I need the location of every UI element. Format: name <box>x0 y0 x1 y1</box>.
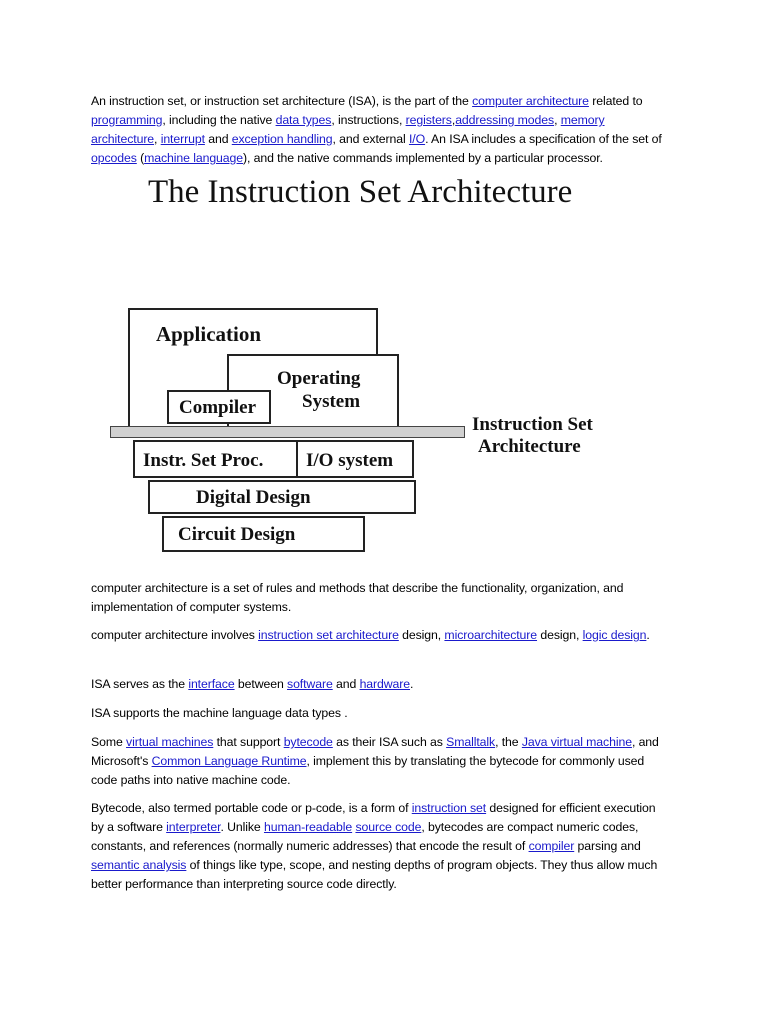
link-machine-language[interactable]: machine language <box>144 151 244 165</box>
link-microarchitecture[interactable]: microarchitecture <box>444 628 538 642</box>
text-run: parsing and <box>574 839 641 853</box>
text-run: of things like type, scope, and nesting depths of program objects. They thus allow much better performance than interpreting source code directly. <box>91 858 658 891</box>
link-registers[interactable]: registers <box>405 113 452 127</box>
text-run: . Unlike <box>220 820 264 834</box>
text-run: , the <box>495 735 522 749</box>
text-run: designed for efficient execution by a software <box>91 801 656 834</box>
paragraph-definition: computer architecture is a set of rules and methods that describe the functionality, organization, and implementation of computer systems. <box>91 581 624 614</box>
circuit-design-box <box>162 516 365 552</box>
text-run: , instructions, <box>331 113 406 127</box>
link-programming[interactable]: programming <box>91 113 163 127</box>
link-data-types[interactable]: data types <box>275 113 332 127</box>
compiler-label: Compiler <box>179 397 257 418</box>
text-run: , <box>451 113 456 127</box>
text-run: ( <box>136 151 145 165</box>
text-run: ISA serves as the <box>91 677 189 691</box>
text-run: computer architecture involves <box>91 628 259 642</box>
link-instruction-set-architecture[interactable]: instruction set architecture <box>258 628 399 642</box>
text-run: Some <box>91 735 127 749</box>
instr-set-proc-label: Instr. Set Proc. <box>143 450 264 471</box>
text-run: that support <box>213 735 284 749</box>
text-run: , implement this by translating the bytecode for commonly used code paths into native machine code. <box>91 754 645 787</box>
text-run: design, <box>398 628 445 642</box>
link-interface[interactable]: interface <box>188 677 235 691</box>
text-run: related to <box>588 94 643 108</box>
isa-figure <box>100 170 660 570</box>
io-system-box <box>296 440 414 478</box>
link-instruction-set[interactable]: instruction set <box>411 801 487 815</box>
link-computer-architecture[interactable]: computer architecture <box>472 94 589 108</box>
text-run: ), and the native commands implemented by a particular processor. <box>243 151 603 165</box>
instr-set-proc-box <box>133 440 299 478</box>
io-system-label: I/O system <box>306 450 394 471</box>
paragraph-involves <box>91 626 671 645</box>
isa-label <box>472 414 593 458</box>
link-smalltalk[interactable]: Smalltalk <box>446 735 496 749</box>
link-opcodes[interactable]: opcodes <box>91 151 137 165</box>
link-memory-architecture[interactable]: memory architecture <box>91 113 605 146</box>
paragraph-virtual-machines <box>91 733 671 790</box>
link-logic-design[interactable]: logic design <box>582 628 647 642</box>
link-exception-handling[interactable]: exception handling <box>231 132 333 146</box>
digital-design-label: Digital Design <box>196 487 311 508</box>
isa-divider-bar <box>110 426 465 438</box>
link-addressing-modes[interactable]: addressing modes <box>455 113 555 127</box>
link-source-code[interactable]: source code <box>355 820 422 834</box>
link-virtual-machines[interactable]: virtual machines <box>126 735 214 749</box>
link-common-language-runtime[interactable]: Common Language Runtime <box>151 754 307 768</box>
paragraph-interface <box>91 675 671 694</box>
operating-system-label-2: System <box>302 391 361 412</box>
link-interrupt[interactable]: interrupt <box>160 132 205 146</box>
circuit-design-label: Circuit Design <box>178 524 296 545</box>
link-interpreter[interactable]: interpreter <box>166 820 221 834</box>
paragraph-data-types: ISA supports the machine language data types . <box>91 706 348 720</box>
isa-label-line-2: Architecture <box>478 436 581 457</box>
text-run: , <box>554 113 561 127</box>
isa-label-line-1: Instruction Set <box>472 414 593 435</box>
text-run: and <box>204 132 232 146</box>
text-run: , including the native <box>162 113 276 127</box>
link-human-readable[interactable]: human-readable <box>263 820 353 834</box>
text-run: , <box>154 132 161 146</box>
text-run: Bytecode, also termed portable code or p-code, is a form of <box>91 801 412 815</box>
figure-title: The Instruction Set Architecture <box>148 174 573 210</box>
text-run: and <box>332 677 360 691</box>
operating-system-label-1: Operating <box>277 368 361 389</box>
link-software[interactable]: software <box>287 677 333 691</box>
text-run: , bytecodes are compact numeric codes, constants, and references (normally numeric addresses) that encode the result of <box>91 820 639 853</box>
text-run: between <box>234 677 288 691</box>
paragraph-bytecode <box>91 799 671 894</box>
link-java-virtual-machine[interactable]: Java virtual machine <box>521 735 632 749</box>
digital-design-box <box>148 480 416 514</box>
link-compiler[interactable]: compiler <box>528 839 575 853</box>
text-run: , and Microsoft's <box>91 735 659 768</box>
link-bytecode[interactable]: bytecode <box>283 735 333 749</box>
intro-paragraph <box>91 92 671 168</box>
text-run: An instruction set, or instruction set architecture (ISA), is the part of the <box>91 94 473 108</box>
link-hardware[interactable]: hardware <box>359 677 411 691</box>
link-semantic-analysis[interactable]: semantic analysis <box>91 858 187 872</box>
text-run: design, <box>537 628 583 642</box>
compiler-box <box>167 390 271 424</box>
text-run: as their ISA such as <box>332 735 447 749</box>
text-run: , and external <box>332 132 409 146</box>
link-io[interactable]: I/O <box>408 132 426 146</box>
application-label: Application <box>156 322 262 346</box>
text-run: . <box>410 677 414 691</box>
text-run: . <box>646 628 650 642</box>
text-run: . An ISA includes a specification of the set of <box>425 132 662 146</box>
